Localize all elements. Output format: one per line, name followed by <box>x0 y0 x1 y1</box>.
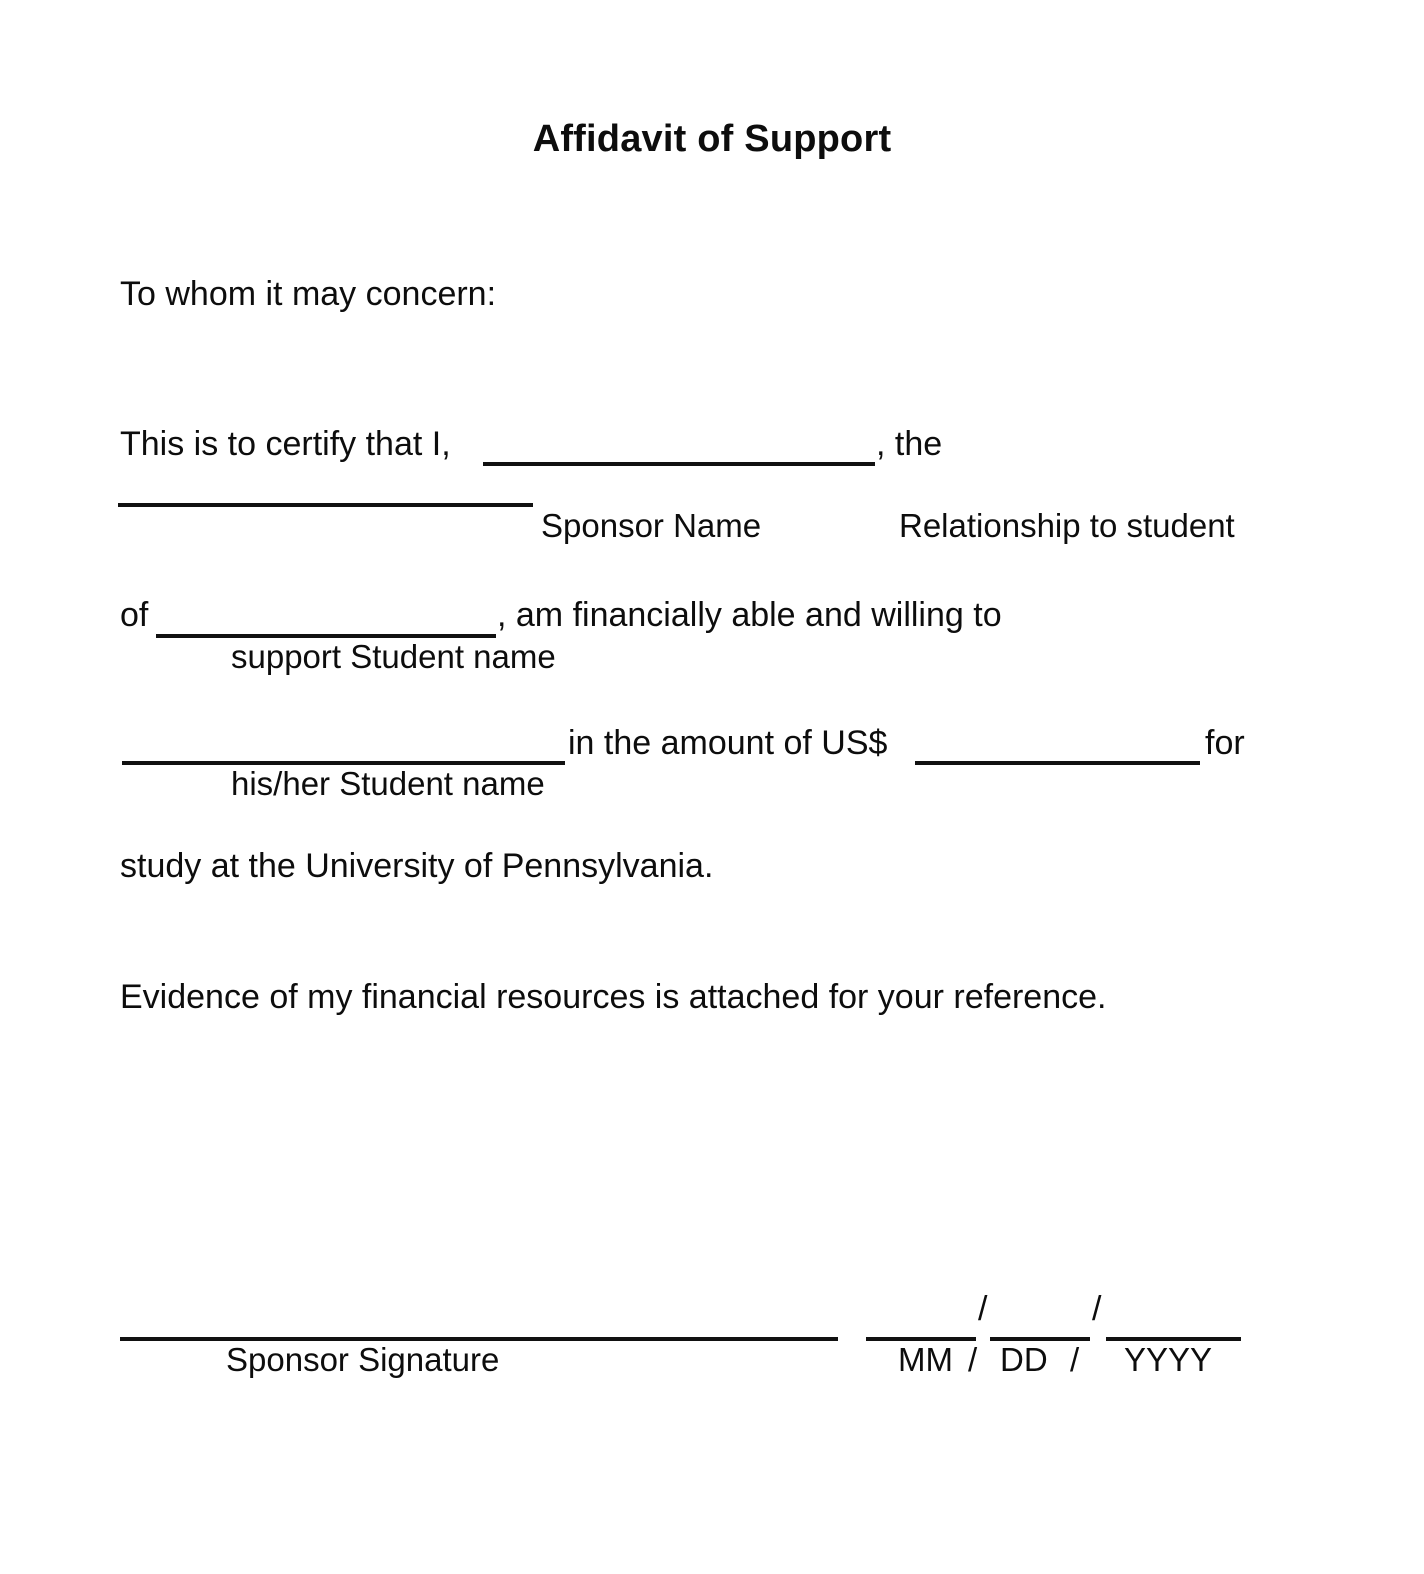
amount-blank[interactable] <box>915 761 1200 765</box>
page-title: Affidavit of Support <box>532 118 892 160</box>
sponsor-name-caption: Sponsor Name <box>541 507 762 544</box>
of-prefix-text: of <box>120 596 149 634</box>
date-separator-1: / <box>978 1290 988 1328</box>
relationship-caption: Relationship to student <box>899 507 1235 544</box>
amount-prefix-text: in the amount of US$ <box>568 724 888 762</box>
date-day-caption: DD <box>1000 1341 1048 1378</box>
relationship-blank[interactable] <box>118 503 533 507</box>
date-separator-2: / <box>1092 1290 1102 1328</box>
date-separator-caption-2: / <box>1070 1341 1080 1378</box>
study-location-text: study at the University of Pennsylvania. <box>120 847 714 885</box>
salutation-text: To whom it may concern: <box>120 275 497 313</box>
hisher-student-name-caption: his/her Student name <box>231 765 545 802</box>
amount-suffix-text: for <box>1205 724 1245 762</box>
sponsor-signature-caption: Sponsor Signature <box>226 1341 500 1378</box>
date-month-caption: MM <box>898 1341 953 1378</box>
date-year-caption: YYYY <box>1124 1341 1213 1378</box>
date-separator-caption-1: / <box>968 1341 978 1378</box>
support-student-name-caption: support Student name <box>231 638 556 675</box>
of-suffix-text: , am financially able and willing to <box>497 596 1002 634</box>
certify-prefix-text: This is to certify that I, <box>120 425 451 463</box>
certify-suffix-text: , the <box>876 425 943 463</box>
evidence-text: Evidence of my financial resources is attached for your reference. <box>120 978 1107 1016</box>
sponsor-name-blank[interactable] <box>483 462 875 466</box>
